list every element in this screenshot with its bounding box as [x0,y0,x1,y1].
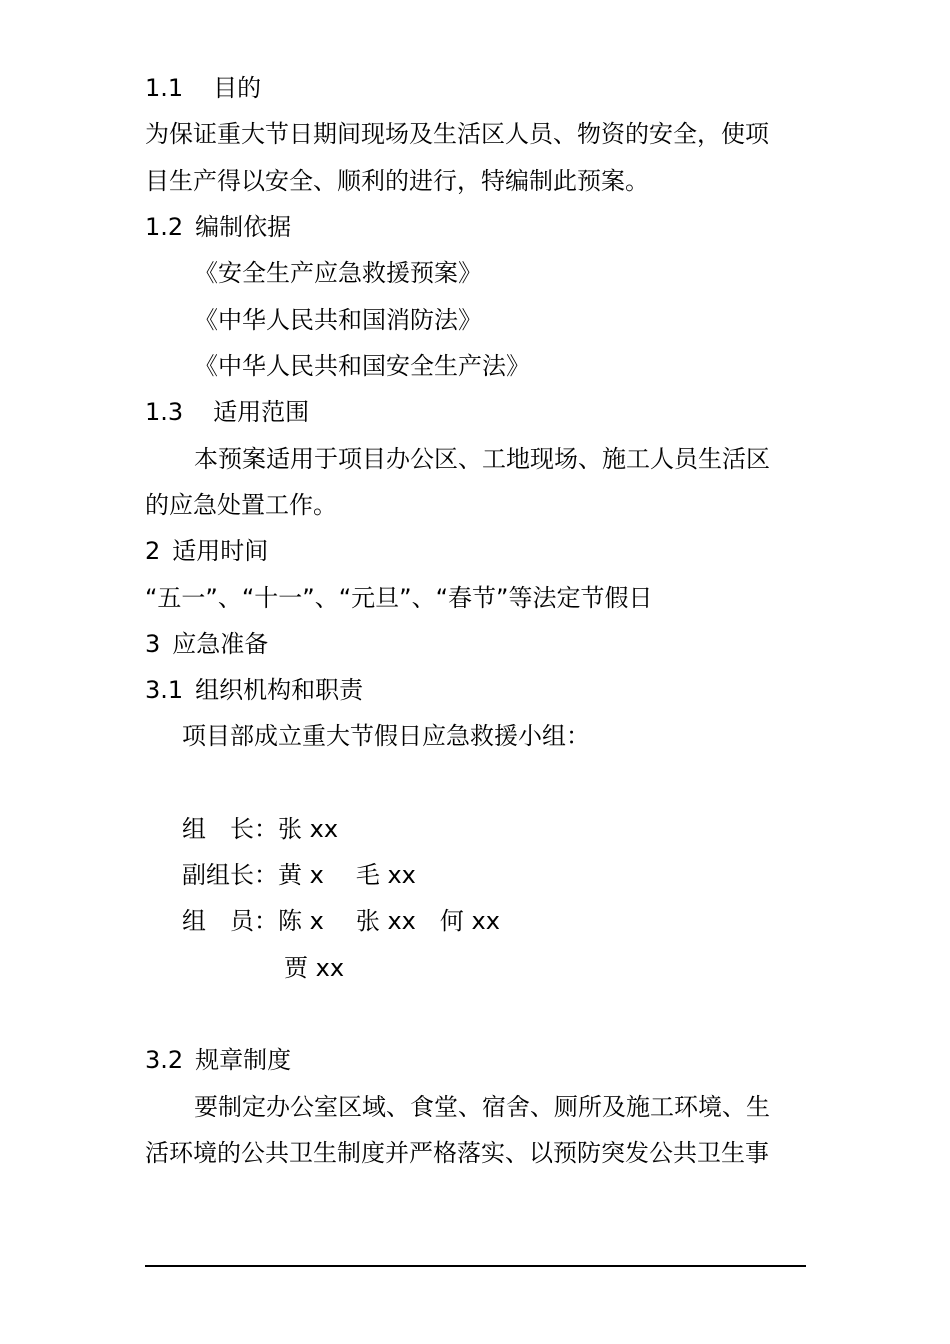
scope-line-1: 本预案适用于项目办公区、工地现场、施工人员生活区 [194,445,770,473]
heading-title: 适用范围 [213,398,310,426]
heading-title: 目的 [213,74,262,102]
member-name: 张 xx [278,815,339,843]
heading-title: 规章制度 [195,1046,292,1074]
basis-item: 《中华人民共和国安全生产法》 [194,352,530,380]
member-name: 贾 xx [284,954,345,982]
member-name: 黄 x [278,861,324,889]
heading-number: 1.2 [145,213,184,241]
role-label: 副组长： [182,861,278,889]
team-leader-row [182,813,338,845]
heading-3-1 [145,674,363,706]
member-name: 何 xx [439,907,500,935]
heading-3 [145,628,268,660]
role-label: 组 员： [182,907,278,935]
holiday-list: “五一”、“十一”、“元旦”、“春节”等法定节假日 [145,584,653,612]
basis-item: 《中华人民共和国消防法》 [194,306,482,334]
heading-number: 3 [145,630,161,658]
footer-divider [145,1265,806,1267]
heading-title: 适用时间 [172,537,269,565]
heading-number: 1.1 [145,74,184,102]
rules-line-1: 要制定办公室区域、食堂、宿舍、厕所及施工环境、生 [194,1093,770,1121]
heading-title: 应急准备 [172,630,269,658]
heading-1-1 [145,72,261,104]
team-deputy-row [182,859,416,891]
member-name: 陈 x [278,907,324,935]
rules-line-2: 活环境的公共卫生制度并严格落实、以预防突发公共卫生事 [145,1139,769,1167]
purpose-line-2: 目生产得以安全、顺利的进行，特编制此预案。 [145,167,649,195]
member-name: 张 xx [355,907,416,935]
heading-2 [145,535,268,567]
heading-number: 3.1 [145,676,184,704]
heading-title: 编制依据 [195,213,292,241]
role-label: 组 长： [182,815,278,843]
heading-1-3 [145,396,309,428]
heading-number: 2 [145,537,161,565]
heading-title: 组织机构和职责 [195,676,364,704]
basis-item: 《安全生产应急救援预案》 [194,259,482,287]
scope-line-2: 的应急处置工作。 [145,491,337,519]
team-intro: 项目部成立重大节假日应急救援小组： [182,722,590,750]
heading-3-2 [145,1044,291,1076]
purpose-line-1: 为保证重大节日期间现场及生活区人员、物资的安全，使项 [145,120,769,148]
heading-number: 1.3 [145,398,184,426]
team-member-row [182,905,500,937]
heading-1-2 [145,211,291,243]
member-name: 毛 xx [355,861,416,889]
heading-number: 3.2 [145,1046,184,1074]
